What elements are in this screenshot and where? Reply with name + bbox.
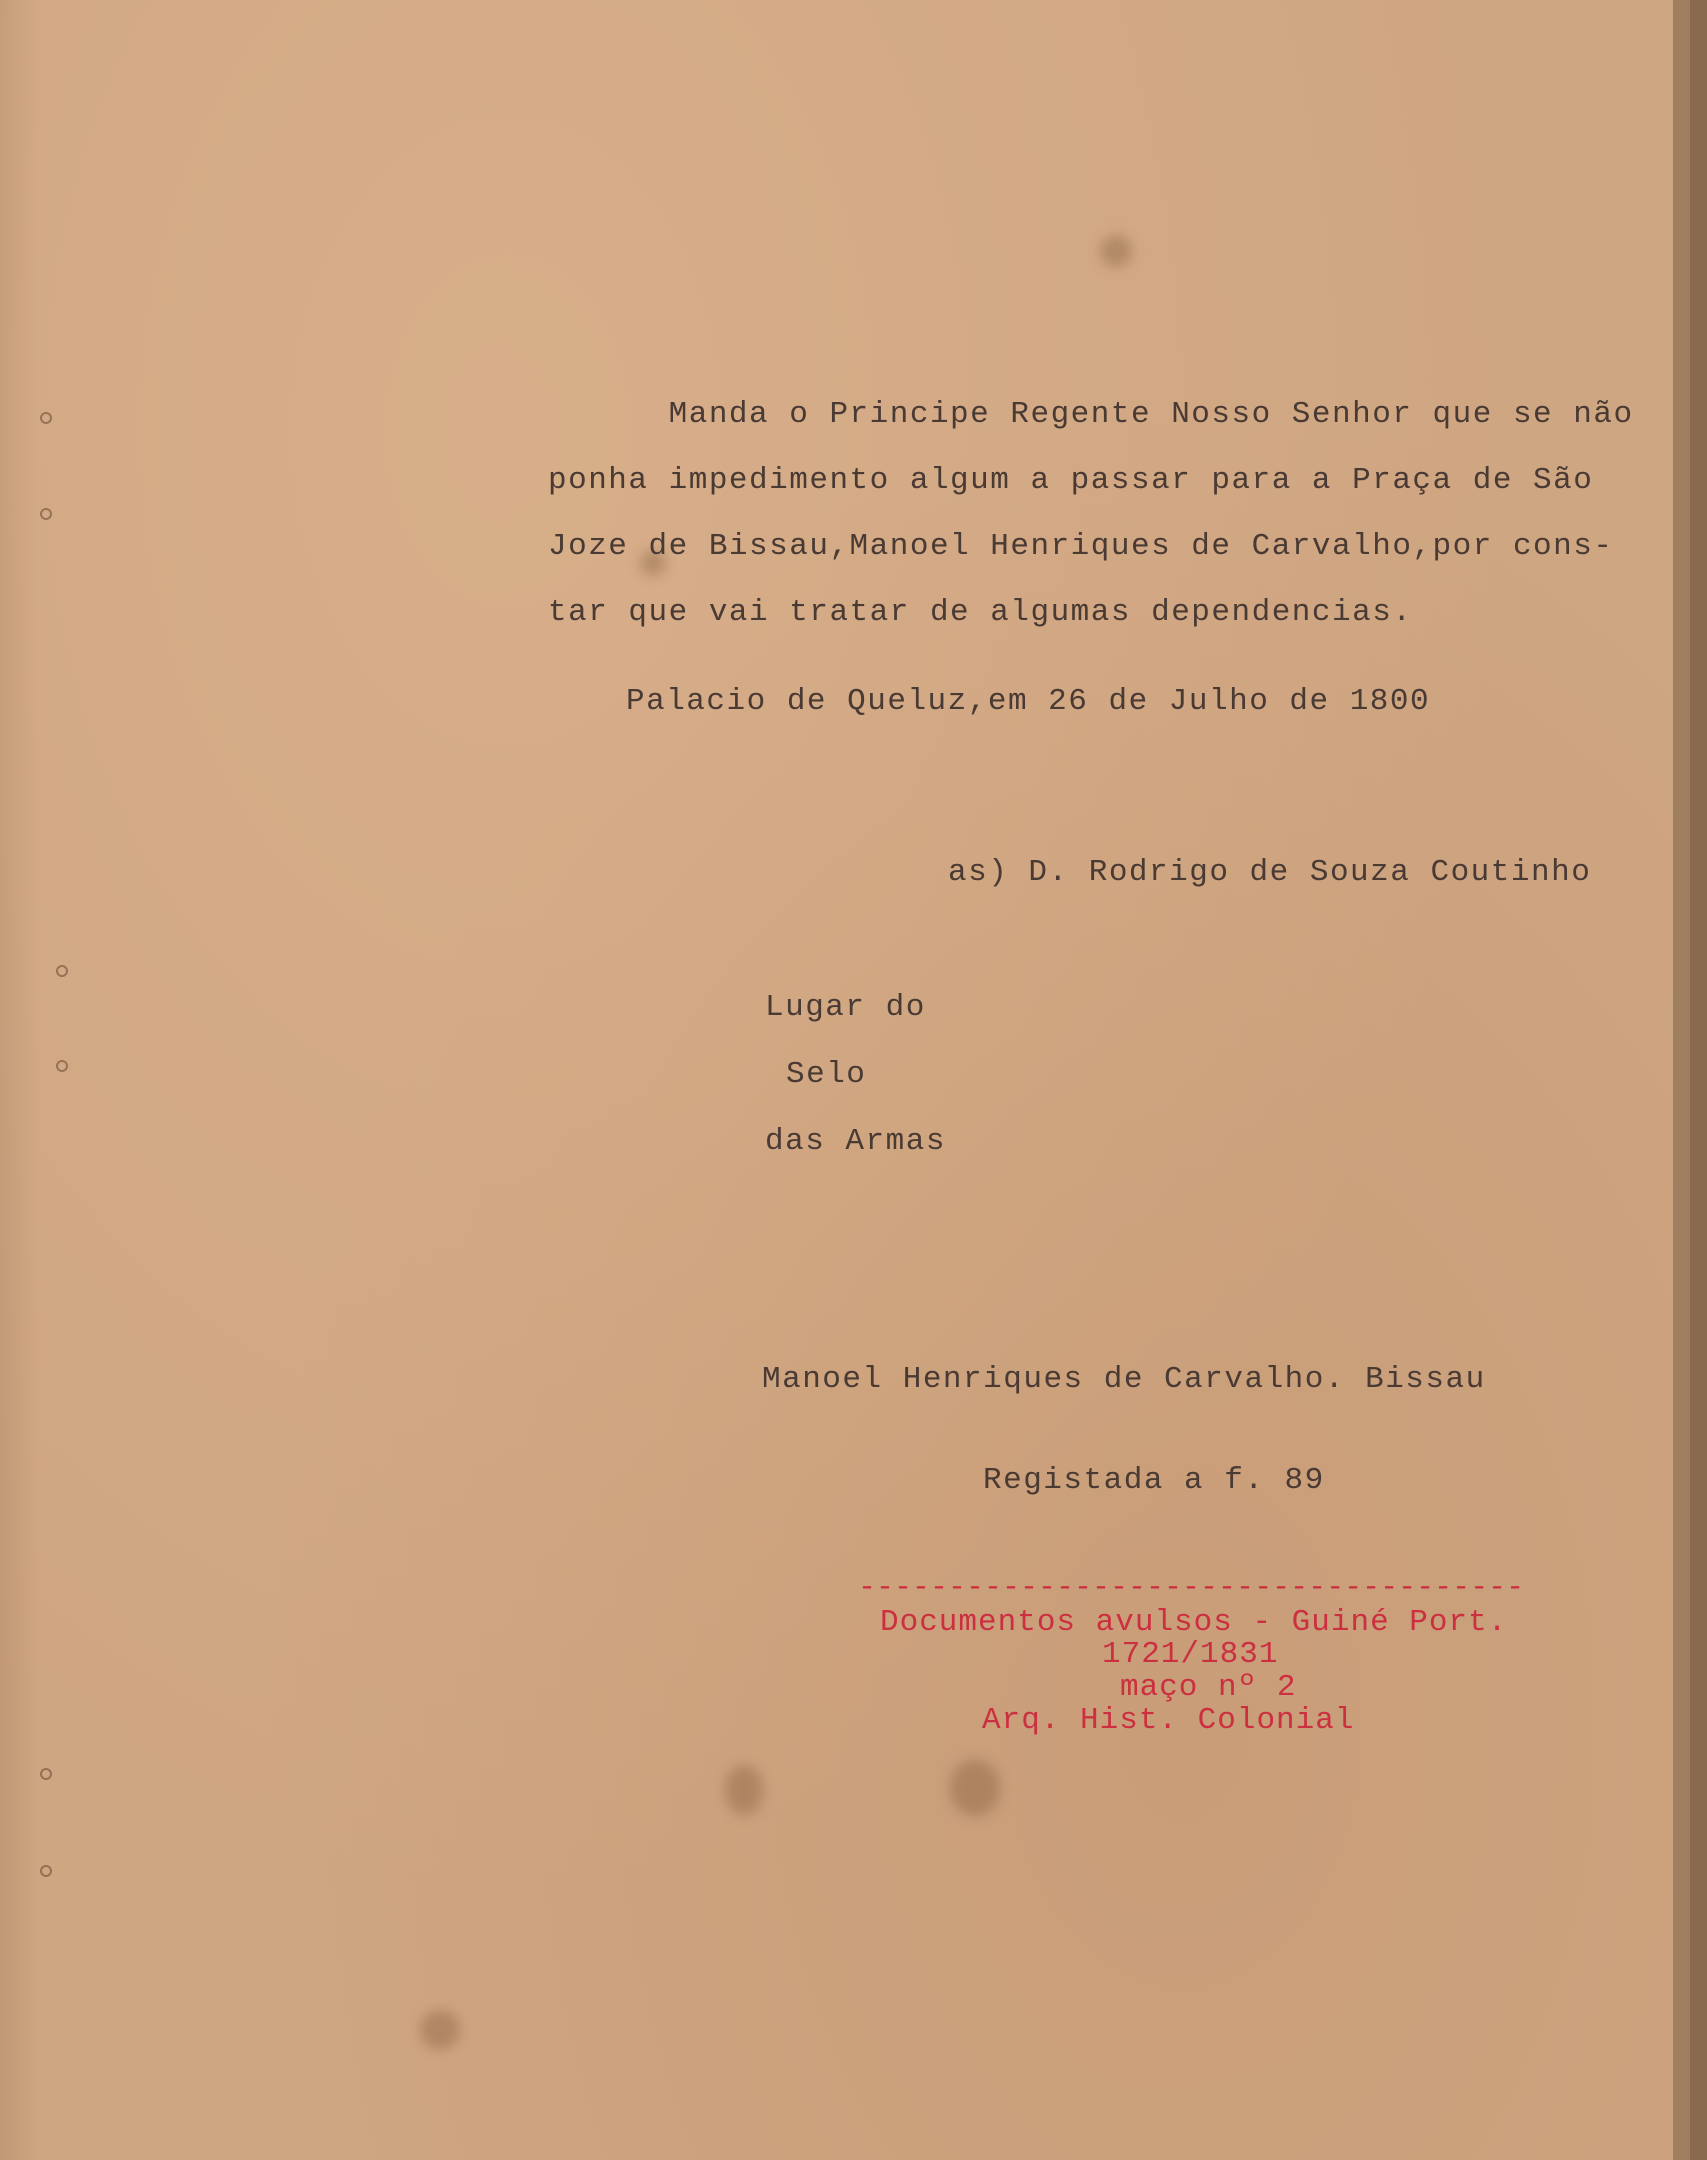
stain (725, 1765, 763, 1815)
punch-hole (40, 1768, 52, 1780)
archive-stamp-line-1: Documentos avulsos - Guiné Port. (880, 1605, 1508, 1640)
punch-hole (40, 508, 52, 520)
archive-stamp-line-2: 1721/1831 (1102, 1637, 1279, 1672)
stain (1100, 235, 1132, 267)
seal-placeholder-line-2: Selo (786, 1057, 867, 1092)
punch-hole (40, 412, 52, 424)
body-line: ponha impedimento algum a passar para a Praça de São (548, 463, 1594, 498)
body-line: Joze de Bissau,Manoel Henriques de Carvalho,por cons- (548, 529, 1614, 564)
archive-stamp-line-4: Arq. Hist. Colonial (982, 1703, 1355, 1738)
registry-note: Registada a f. 89 (983, 1463, 1325, 1498)
stain (950, 1760, 1000, 1816)
seal-placeholder-line-3: das Armas (765, 1124, 946, 1159)
punch-hole (56, 1060, 68, 1072)
body-paragraph (548, 382, 1634, 646)
stain (420, 2010, 460, 2050)
body-line: Manda o Principe Regente Nosso Senhor que se não (548, 397, 1634, 432)
signature-line: as) D. Rodrigo de Souza Coutinho (948, 855, 1592, 890)
seal-placeholder-line-1: Lugar do (765, 990, 926, 1025)
punch-hole (40, 1865, 52, 1877)
punch-hole (56, 965, 68, 977)
archive-stamp-line-3: maço nº 2 (1120, 1670, 1297, 1705)
page-edge (1673, 0, 1690, 2160)
body-line: tar que vai tratar de algumas dependencias. (548, 595, 1413, 630)
date-line: Palacio de Queluz,em 26 de Julho de 1800 (626, 684, 1431, 719)
addressee-line: Manoel Henriques de Carvalho. Bissau (762, 1362, 1486, 1397)
archive-stamp-dashes: ------------------------------------- (858, 1571, 1525, 1605)
